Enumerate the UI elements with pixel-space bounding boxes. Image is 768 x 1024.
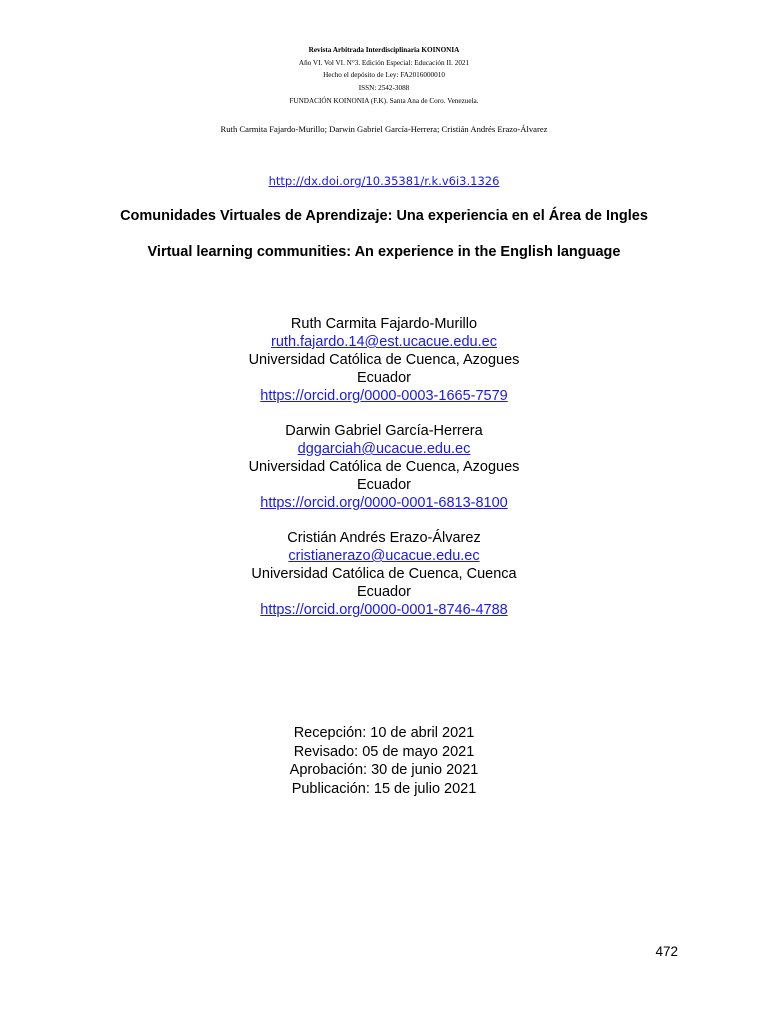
author-orcid-link[interactable]: https://orcid.org/0000-0001-6813-8100	[260, 495, 508, 511]
foundation: FUNDACIÓN KOINONIA (F.K). Santa Ana de Coro. Venezuela.	[289, 96, 479, 105]
legal-deposit: Hecho el depósito de Ley: FA2016000010	[323, 71, 445, 80]
journal-header	[0, 44, 768, 108]
journal-edition: Año VI. Vol VI. N°3. Edición Especial: Educación II. 2021	[298, 58, 470, 67]
author-orcid-link[interactable]: https://orcid.org/0000-0003-1665-7579	[260, 388, 508, 404]
publication-dates	[0, 724, 768, 798]
author-block	[0, 529, 768, 619]
author-email-link[interactable]: dggarciah@ucacue.edu.ec	[297, 441, 471, 457]
date-approved: Aprobación: 30 de junio 2021	[289, 762, 479, 778]
issn: ISSN: 2542-3088	[358, 84, 410, 93]
author-orcid-link[interactable]: https://orcid.org/0000-0001-8746-4788	[260, 602, 508, 618]
doi-line	[0, 174, 768, 188]
author-name: Cristián Andrés Erazo-Álvarez	[287, 530, 481, 546]
journal-name: Revista Arbitrada Interdisciplinaria KOINONIA	[308, 46, 460, 54]
date-revised: Revisado: 05 de mayo 2021	[293, 743, 475, 760]
author-affiliation: Universidad Católica de Cuenca, Azogues	[248, 352, 520, 368]
running-authors-line: Ruth Carmita Fajardo-Murillo; Darwin Gabriel García-Herrera; Cristián Andrés Erazo-Álvarez	[220, 124, 548, 134]
date-received: Recepción: 10 de abril 2021	[293, 725, 475, 741]
author-email-link[interactable]: cristianerazo@ucacue.edu.ec	[288, 548, 480, 564]
author-block	[0, 315, 768, 405]
doi-link[interactable]: http://dx.doi.org/10.35381/r.k.v6i3.1326	[268, 174, 500, 188]
author-name: Ruth Carmita Fajardo-Murillo	[290, 316, 478, 332]
page-number: 472	[655, 944, 678, 959]
author-affiliation: Universidad Católica de Cuenca, Cuenca	[251, 566, 517, 582]
author-email-link[interactable]: ruth.fajardo.14@est.ucacue.edu.ec	[271, 334, 497, 350]
title-english: Virtual learning communities: An experience in the English language	[147, 244, 621, 260]
author-country: Ecuador	[356, 584, 411, 600]
author-block	[0, 422, 768, 512]
author-name: Darwin Gabriel García-Herrera	[285, 423, 483, 439]
author-affiliation: Universidad Católica de Cuenca, Azogues	[248, 459, 520, 475]
author-country: Ecuador	[356, 370, 411, 386]
author-country: Ecuador	[356, 477, 411, 493]
date-published: Publicación: 15 de julio 2021	[291, 780, 477, 797]
title-spanish: Comunidades Virtuales de Aprendizaje: Una experiencia en el Área de Ingles	[120, 208, 648, 224]
